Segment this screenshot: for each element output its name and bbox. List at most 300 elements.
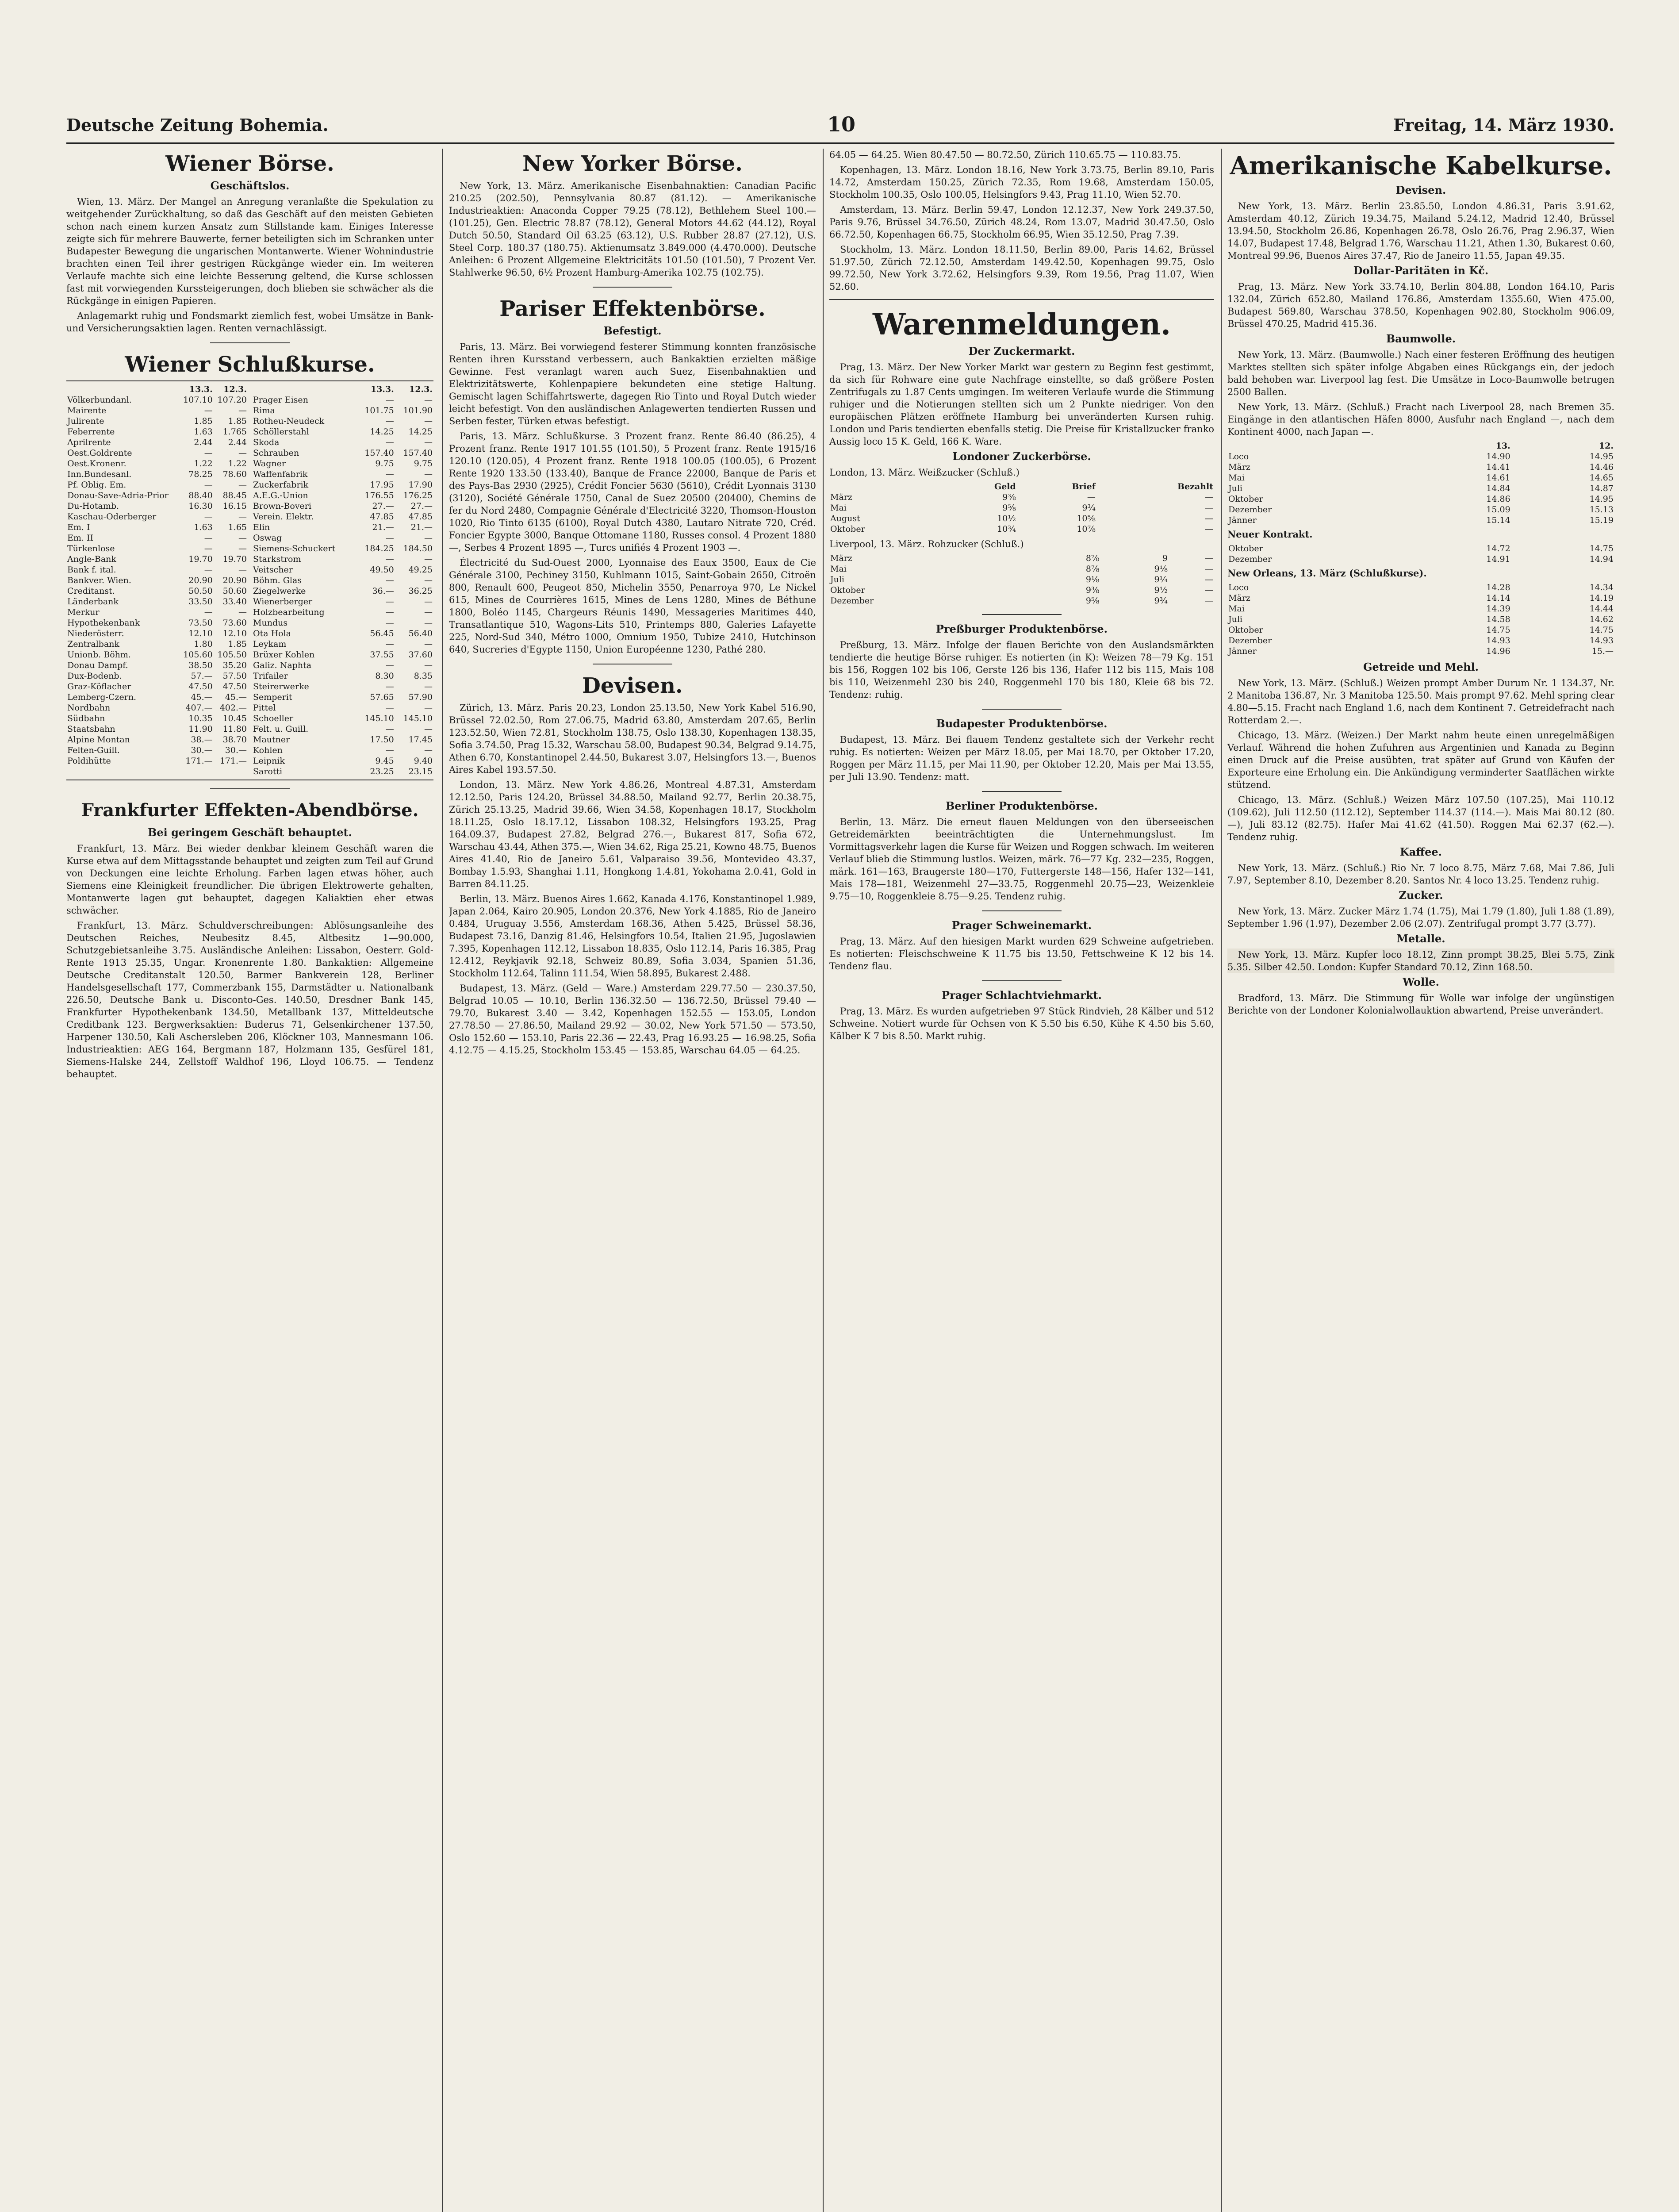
table-row: [1227, 625, 1614, 635]
row-value: —: [204, 565, 213, 575]
row-value: —: [424, 416, 433, 426]
row-value: 14.39: [1486, 604, 1510, 614]
header-rule: [66, 142, 1614, 144]
row-value: —: [385, 438, 394, 447]
row-label: Feberrente: [67, 427, 115, 437]
row-value: 15.13: [1589, 505, 1614, 515]
row-label: Zentralbank: [67, 639, 120, 649]
table-row: [252, 522, 433, 533]
row-value: 88.45: [222, 491, 247, 500]
zuckermarkt-text: Prag, 13. März. Der New Yorker Markt war gestern zu Beginn fest gestimmt, da sich für Rohware eine gute Nachfrage einstellte, so daß größere Posten Zentrifugals zu 1.87 Cents umgingen. Im weiteren Verlaufe wurde die Stimmung ruhiger und die Notierungen stellten sich um 2 Punkte niedriger. Von den europäischen Plätzen eröffnete Hamburg bei unveränderten Kursen ruhig. London und Paris tendierten ebenfalls stetig. Die Preise für Kristallzucker franko Aussig loco 15 K. Geld, 166 K. Ware.: [829, 362, 1214, 447]
row-label: Ziegelwerke: [253, 586, 306, 596]
wolle-text: Bradford, 13. März. Die Stimmung für Wolle war infolge der ungünstigen Berichte von der Londoner Kolonialwollauktion abwartend, Preise unverändert.: [1227, 993, 1614, 1016]
row-value: 14.44: [1589, 604, 1614, 614]
row-value: 14.75: [1589, 544, 1614, 553]
row-value: —: [1205, 553, 1213, 563]
neuer-kontrakt-label: Neuer Kontrakt.: [1227, 529, 1313, 540]
table-header: 12.3.: [223, 384, 247, 394]
divider: [982, 980, 1062, 981]
row-value: 15.09: [1486, 505, 1510, 515]
row-value: 56.45: [370, 629, 394, 638]
row-value: 9¾: [1154, 596, 1168, 606]
table-row: [66, 426, 248, 437]
row-label: Oktober: [1228, 544, 1263, 553]
row-label: Leipnik: [253, 756, 285, 766]
table-row: [66, 756, 248, 766]
table-row: [1227, 472, 1614, 483]
row-value: 23.15: [408, 767, 433, 776]
row-label: Niederösterr.: [67, 629, 124, 638]
schweinemarkt-title: Prager Schweinemarkt.: [951, 919, 1092, 932]
getreide-text: New York, 13. März. (Schluß.) Weizen prompt Amber Durum Nr. 1 134.37, Nr. 2 Manitoba 136.87, Nr. 3 Manitoba 125.50. Mais prompt 97.62. Mehl spring clear 4.80—5.15. Fracht nach England 1.6, nach dem Kontinent 7. Getreidefracht nach Rotterdam 2.—.: [1227, 678, 1614, 726]
devisen-text-2: London, 13. März. New York 4.86.26, Montreal 4.87.31, Amsterdam 12.12.50, Paris 124.20, Brüssel 34.88.50, Mailand 92.77, Berlin 20.38.75, Zürich 25.13.25, Madrid 39.66, Wien 34.58, Kopenhagen 18.17, Stockholm 18.11.25, Oslo 18.17.12, Lissabon 108.32, Helsingfors 193.25, Prag 164.09.37, Budapest 27.82, Belgrad 276.—, Bukarest 817, Sofia 672, Warschau 43.44, Athen 375.—, Wien 34.62, Riga 25.21, Kowno 48.75, Buenos Aires 41.40, Rio de Janeiro 5.61, Valparaiso 39.56, Montevideo 43.37, Bombay 1.5.93, Shanghai 1.11, Hongkong 1.4.81, Yokohama 2.0.41, Gold in Barren 84.11.25.: [449, 780, 816, 889]
row-label: Staatsbahn: [67, 724, 115, 734]
row-value: —: [424, 395, 433, 405]
table-row: [252, 660, 433, 671]
table-row: [252, 405, 433, 416]
row-value: 101.75: [364, 406, 394, 415]
row-label: Jänner: [1228, 515, 1257, 525]
kabel-devisen-text: New York, 13. März. Berlin 23.85.50, London 4.86.31, Paris 3.91.62, Amsterdam 40.12, Zürich 19.34.75, Mailand 5.24.12, Madrid 12.40, Brüssel 13.94.50, Stockholm 26.86, Kopenhagen 26.78, Oslo 26.76, Prag 2.96.37, Wien 14.07, Budapest 17.48, Belgrad 1.76, Warschau 11.21, Athen 1.30, Bukarest 0.60, Montreal 99.96, Buenos Aires 37.47, Rio de Janeiro 11.55, Japan 49.35.: [1227, 201, 1614, 261]
row-value: 47.50: [222, 682, 247, 691]
row-value: 10½: [997, 514, 1016, 523]
row-label: Du-Hotamb.: [67, 501, 119, 511]
row-value: 14.14: [1486, 593, 1510, 603]
row-value: 10⅝: [1077, 514, 1096, 523]
table-row: [252, 724, 433, 734]
pressburger-title: Preßburger Produktenbörse.: [935, 622, 1108, 635]
table-row: [252, 596, 433, 607]
row-label: Alpine Montan: [67, 735, 130, 745]
table-row: [66, 607, 248, 618]
table-row: [252, 692, 433, 703]
zucker-subtitle: Zucker.: [1399, 889, 1443, 902]
table-row: [252, 426, 433, 437]
row-value: 57.50: [222, 671, 247, 681]
row-value: 9⅛: [1085, 575, 1100, 584]
table-row: [66, 533, 248, 543]
row-label: März: [1228, 593, 1250, 603]
row-value: 33.40: [222, 597, 247, 607]
row-value: 14.91: [1486, 554, 1510, 564]
table-row: [66, 713, 248, 724]
table-row: [66, 480, 248, 490]
row-value: 10.35: [188, 714, 213, 723]
dollar-paritaeten-subtitle: Dollar-Paritäten in Kč.: [1353, 264, 1489, 277]
row-value: —: [1205, 524, 1213, 534]
devisen-text-3: Berlin, 13. März. Buenos Aires 1.662, Kanada 4.176, Konstantinopel 1.989, Japan 2.064, Kairo 20.905, London 20.376, New York 4.1885, Rio de Janeiro 0.484, Uruguay 3.556, Amsterdam 168.36, Athen 5.425, Brüssel 58.36, Budapest 73.16, Danzig 81.46, Helsingfors 10.54, Italien 21.95, Jugoslawien 7.395, Kopenhagen 112.12, Lissabon 18.835, Oslo 112.14, Paris 16.385, Prag 12.412, Reykjavik 92.18, Schweiz 80.89, Sofia 3.034, Spanien 51.36, Stockholm 112.64, Talinn 111.54, Wien 58.895, Bukarest 2.488.: [449, 894, 816, 979]
row-value: 14.28: [1486, 583, 1510, 592]
row-value: 407.—: [185, 703, 213, 713]
table-row: [66, 724, 248, 734]
row-label: Schoeller: [253, 714, 294, 723]
row-value: —: [1205, 596, 1213, 606]
row-value: 14.86: [1486, 494, 1510, 504]
row-label: Galiz. Naphta: [253, 661, 312, 670]
table-header: 13.3.: [370, 384, 394, 394]
row-value: —: [385, 576, 394, 585]
row-value: 78.25: [188, 469, 213, 479]
table-row: [252, 649, 433, 660]
row-value: 30.—: [225, 745, 247, 755]
pariser-subtitle: Befestigt.: [603, 324, 662, 337]
row-value: 20.90: [222, 576, 247, 585]
table-row: [252, 586, 433, 596]
table-row: [252, 565, 433, 575]
new-yorker-boerse-text: New York, 13. März. Amerikanische Eisenbahnaktien: Canadian Pacific 210.25 (202.50), Pennsylvania 80.87 (81.12). — Amerikanische Industrieaktien: Anaconda Copper 79.25 (78.12), Bethlehem Steel 100.— (101.25), Gen. Electric 78.87 (78.12), General Motors 44.62 (44.12), Royal Dutch 50.50, Standard Oil 63.25 (63.12), U.S. Rubber 28.87 (27.12), U.S. Steel Corp. 180.37 (180.75). Aktienumsatz 3.849.000 (4.470.000). Deutsche Anleihen: 6 Prozent Allgemeine Elektricitäts 101.50 (101.50), 7 Prozent Ver. Stahlwerke 96.50, 6½ Prozent Hamburg-Amerika 102.75 (102.75).: [449, 180, 816, 278]
table-row: [252, 639, 433, 649]
table-row: [1227, 451, 1614, 462]
row-value: —: [385, 745, 394, 755]
table-row: [252, 734, 433, 745]
row-label: Dezember: [830, 596, 874, 606]
row-label: Böhm. Glas: [253, 576, 302, 585]
row-value: 184.25: [364, 544, 394, 553]
row-value: 105.50: [217, 650, 247, 660]
devisen-text-4: Budapest, 13. März. (Geld — Ware.) Amsterdam 229.77.50 — 230.37.50, Belgrad 10.05 — 10.10, Berlin 136.32.50 — 136.72.50, Brüssel 79.40 — 79.70, Bukarest 3.40 — 3.42, Kopenhagen 152.55 — 153.05, London 27.78.50 — 27.86.50, Mailand 29.92 — 30.02, New York 571.50 — 573.50, Oslo 152.60 — 153.10, Paris 22.36 — 22.43, Prag 16.93.25 — 16.98.25, Sofia 4.12.75 — 4.15.25, Stockholm 153.45 — 153.85, Warschau 64.05 — 64.25.: [449, 983, 816, 1056]
table-row: [252, 745, 433, 756]
row-value: 38.50: [188, 661, 213, 670]
table-row: [1227, 543, 1614, 554]
row-value: 17.50: [370, 735, 394, 745]
row-value: 14.41: [1486, 462, 1510, 472]
table-row: [252, 703, 433, 713]
row-value: 8⅞: [1085, 553, 1100, 563]
row-value: —: [1205, 514, 1213, 523]
divider: [829, 299, 1214, 300]
row-value: —: [238, 607, 247, 617]
table-row: [252, 458, 433, 469]
row-value: —: [424, 682, 433, 691]
table-row: [66, 660, 248, 671]
table-header: 12.: [1598, 441, 1614, 451]
devisen-subtitle: Devisen.: [1395, 184, 1446, 196]
row-value: —: [385, 395, 394, 405]
row-value: 88.40: [188, 491, 213, 500]
table-row: [1227, 483, 1614, 494]
table-row: [252, 543, 433, 554]
row-value: —: [424, 576, 433, 585]
londoner-zucker-text: London, 13. März. Weißzucker (Schluß.): [829, 467, 1020, 478]
row-value: —: [238, 480, 247, 490]
london-sugar-table: [829, 481, 1214, 534]
table-row: [66, 575, 248, 586]
row-label: Creditanst.: [67, 586, 115, 596]
row-label: Oktober: [1228, 494, 1263, 504]
row-value: 10.45: [222, 714, 247, 723]
table-row: [829, 524, 1214, 534]
row-value: 8.30: [375, 671, 394, 681]
row-label: Starkstrom: [253, 554, 301, 564]
table-row: [1227, 603, 1614, 614]
kabelkurse-title: Amerikanische Kabelkurse.: [1230, 151, 1612, 180]
row-value: —: [424, 639, 433, 649]
table-row: [252, 607, 433, 618]
row-value: —: [424, 618, 433, 628]
row-value: 14.96: [1486, 646, 1510, 656]
row-value: —: [204, 533, 213, 543]
table-row: [66, 745, 248, 756]
row-value: —: [424, 607, 433, 617]
row-value: 14.94: [1589, 554, 1614, 564]
row-value: 145.10: [403, 714, 433, 723]
row-value: 23.25: [370, 767, 394, 776]
row-label: Wienerberger: [253, 597, 313, 607]
row-value: 19.70: [188, 554, 213, 564]
table-row: [66, 649, 248, 660]
row-label: Dezember: [1228, 554, 1272, 564]
row-value: 14.84: [1486, 484, 1510, 493]
row-label: Inn.Bundesanl.: [67, 469, 132, 479]
row-label: Donau Dampf.: [67, 661, 128, 670]
row-label: Kaschau-Oderberger: [67, 512, 157, 522]
table-row: [66, 490, 248, 501]
row-value: —: [424, 533, 433, 543]
row-value: —: [424, 469, 433, 479]
table-row: [66, 416, 248, 426]
row-value: 1.65: [228, 522, 247, 532]
row-value: —: [1205, 585, 1213, 595]
table-row: [252, 766, 433, 777]
table-row: [1227, 646, 1614, 657]
table-row: [252, 490, 433, 501]
row-value: 73.50: [188, 618, 213, 628]
baumwolle-no-table: [1227, 582, 1614, 657]
row-value: 14.93: [1486, 636, 1510, 645]
row-value: 107.20: [217, 395, 247, 405]
row-value: 14.93: [1589, 636, 1614, 645]
row-label: Em. I: [67, 522, 90, 532]
table-row: [66, 511, 248, 522]
table-row: [252, 671, 433, 681]
row-value: 9⅝: [1085, 596, 1100, 606]
liverpool-title: Liverpool, 13. März. Rohzucker (Schluß.): [829, 539, 1024, 549]
row-value: 14.75: [1486, 625, 1510, 635]
divider: [982, 910, 1062, 911]
row-value: 14.75: [1589, 625, 1614, 635]
row-value: 14.62: [1589, 614, 1614, 624]
row-value: 16.15: [222, 501, 247, 511]
row-value: —: [424, 724, 433, 734]
table-row: [252, 756, 433, 766]
row-label: Brown-Boveri: [253, 501, 311, 511]
table-row: [252, 437, 433, 448]
divider: [593, 287, 672, 288]
table-row: [252, 575, 433, 586]
row-value: 14.25: [408, 427, 433, 437]
row-value: 21.—: [410, 522, 433, 532]
table-row: [66, 618, 248, 628]
londoner-zucker-title: Londoner Zuckerbörse.: [952, 450, 1091, 463]
row-value: 15.14: [1486, 515, 1510, 525]
column-1: [66, 149, 433, 2212]
row-value: 8.35: [414, 671, 433, 681]
row-value: 184.50: [403, 544, 433, 553]
table-row: [829, 585, 1214, 595]
row-label: Völkerbundanl.: [67, 395, 132, 405]
row-value: 14.25: [370, 427, 394, 437]
row-value: 57.90: [408, 692, 433, 702]
table-row: [66, 565, 248, 575]
wiener-schlusskurse-title: Wiener Schlußkurse.: [125, 352, 375, 377]
row-value: 171.—: [185, 756, 213, 766]
row-label: Graz-Köflacher: [67, 682, 131, 691]
table-row: [829, 492, 1214, 503]
row-value: 57.—: [191, 671, 213, 681]
row-value: 9⅜: [1002, 492, 1016, 502]
row-value: —: [385, 469, 394, 479]
row-label: März: [830, 553, 852, 563]
budapester-title: Budapester Produktenbörse.: [936, 717, 1108, 730]
row-value: —: [385, 554, 394, 564]
row-value: 47.85: [408, 512, 433, 522]
schlusskurse-right-table: [252, 384, 433, 777]
row-label: Oest.Kronenr.: [67, 459, 126, 469]
row-label: Juli: [1228, 614, 1243, 624]
baumwolle-text: New York, 13. März. (Baumwolle.) Nach einer festeren Eröffnung des heutigen Marktes stellten sich später infolge Abgaben eines Rückgangs ein, der jedoch bald behoben war. Liverpool lag fest. Die Umsätze in Loco-Baumwolle betrugen 2500 Ballen.: [1227, 349, 1614, 397]
row-label: Mai: [1228, 473, 1245, 483]
row-value: 38.—: [191, 735, 213, 745]
row-value: —: [424, 745, 433, 755]
row-value: 14.90: [1486, 452, 1510, 461]
table-row: [252, 501, 433, 511]
paper-name: Deutsche Zeitung Bohemia.: [66, 115, 329, 135]
row-label: Mautner: [253, 735, 290, 745]
row-value: 10¾: [997, 524, 1016, 534]
table-header: Bezahlt: [1177, 482, 1213, 492]
table-row: [66, 586, 248, 596]
row-value: 9.75: [414, 459, 433, 469]
column-3: [829, 149, 1214, 2212]
row-value: 15.—: [1591, 646, 1614, 656]
row-label: Lemberg-Czern.: [67, 692, 137, 702]
row-value: 36.25: [408, 586, 433, 596]
row-value: 11.90: [188, 724, 213, 734]
row-value: 73.60: [222, 618, 247, 628]
row-label: Oktober: [830, 585, 865, 595]
table-row: [252, 511, 433, 522]
divider: [210, 342, 290, 343]
row-value: 402.—: [219, 703, 247, 713]
row-value: —: [238, 448, 247, 458]
row-value: 14.34: [1589, 583, 1614, 592]
table-row: [252, 480, 433, 490]
row-value: 47.50: [188, 682, 213, 691]
table-row: [1227, 593, 1614, 603]
table-row: [252, 448, 433, 458]
row-value: —: [385, 724, 394, 734]
row-label: Brüxer Kohlen: [253, 650, 315, 660]
row-value: 105.60: [183, 650, 213, 660]
schweinemarkt-text: Prag, 13. März. Auf den hiesigen Markt wurden 629 Schweine aufgetrieben. Es notierten: Fleischschweine K 11.75 bis 13.50, Fettschweine K 12 bis 14. Tendenz flau.: [829, 936, 1214, 972]
devisen-continued: 64.05 — 64.25. Wien 80.47.50 — 80.72.50, Zürich 110.65.75 — 110.83.75.: [829, 150, 1181, 160]
row-label: Oktober: [830, 524, 865, 534]
row-label: Dezember: [1228, 636, 1272, 645]
row-value: 12.10: [222, 629, 247, 638]
wiener-boerse-text-2: Anlagemarkt ruhig und Fondsmarkt ziemlich fest, wobei Umsätze in Bank- und Versicherungsaktien lagen. Renten vernachlässigt.: [66, 311, 433, 334]
row-label: Em. II: [67, 533, 93, 543]
budapester-text: Budapest, 13. März. Bei flauem Tendenz gestaltete sich der Verkehr recht ruhig. Es notierten: Weizen per März 18.05, per Mai 18.70, per Oktober 17.20, Roggen per März 11.15, per Mai 11.90, per Oktober 12.20, Mais per Mai 13.55, per Juli 13.90. Tendenz: matt.: [829, 734, 1214, 782]
row-label: Siemens-Schuckert: [253, 544, 336, 553]
table-row: [1227, 462, 1614, 472]
issue-date: Freitag, 14. März 1930.: [1393, 115, 1614, 135]
row-label: Nordbahn: [67, 703, 111, 713]
table-row: [1227, 494, 1614, 504]
row-value: 1.63: [194, 522, 213, 532]
row-label: Verein. Elektr.: [253, 512, 314, 522]
table-row: [66, 543, 248, 554]
row-value: 9⅝: [1002, 503, 1016, 513]
table-header: Brief: [1072, 482, 1096, 492]
row-label: Schöllerstahl: [253, 427, 309, 437]
row-label: Mai: [830, 503, 847, 513]
row-value: 17.90: [408, 480, 433, 490]
frankfurter-text-2: Frankfurt, 13. März. Schuldverschreibungen: Ablösungsanleihe des Deutschen Reiches, Neubesitz 8.45, Altbesitz 1—90.000, Schutzgebietsanleihe 3.75. Ausländische Anleihen: Lissabon, Oesterr. Gold-Rente 1913 25.35, Ungar. Kronenrente 1.80. Bankaktien: Allgemeine Deutsche Creditanstalt 120.50, Barmer Bankverein 128, Berliner Handelsgesellschaft 177, Commerzbank 155, Darmstädter u. Nationalbank 226.50, Deutsche Bank u. Disconto-Ges. 140.50, Dresdner Bank 145, Frankfurter Hypothekenbank 134.50, Metallbank 137, Mitteldeutsche Creditbank 123. Bergwerksaktien: Buderus 71, Gelsenkirchener 137.50, Harpener 130.50, Kali Aschersleben 206, Klöckner 103, Mannesmann 106. Industrieaktien: AEG 164, Bergmann 187, Holzmann 135, Gesfürel 181, Siemens-Halske 244, Zellstoff Waldhof 196, Lloyd 106.75. — Tendenz behauptet.: [66, 920, 433, 1079]
devisen-text: Zürich, 13. März. Paris 20.23, London 25.13.50, New York Kabel 516.90, Brüssel 72.02.50, Rom 27.06.75, Madrid 63.80, Amsterdam 207.65, Berlin 123.52.50, Wien 72.81, Stockholm 138.75, Oslo 138.30, Kopenhagen 138.35, Sofia 3.74.50, Prag 15.32, Warschau 58.00, Budapest 90.34, Belgrad 9.14.75, Athen 6.70, Konstantinopel 2.44.50, Bukarest 3.07, Helsingfors 13.—, Buenos Aires Kabel 193.57.50.: [449, 703, 816, 775]
row-label: Veitscher: [253, 565, 293, 575]
table-row: [66, 448, 248, 458]
row-value: 176.25: [403, 491, 433, 500]
row-value: —: [204, 406, 213, 415]
table-row: [252, 395, 433, 405]
baumwolle-text-2: New York, 13. März. (Schluß.) Fracht nach Liverpool 28, nach Bremen 35. Eingänge in den atlantischen Häfen 8000, Ausfuhr nach England —, nach dem Kontinent 4000, nach Japan —.: [1227, 402, 1614, 437]
row-value: 176.55: [364, 491, 394, 500]
row-value: 1.765: [222, 427, 247, 437]
row-label: Waffenfabrik: [253, 469, 308, 479]
row-label: März: [1228, 462, 1250, 472]
row-value: 9.40: [414, 756, 433, 766]
row-value: 9: [1162, 553, 1168, 563]
row-value: —: [204, 448, 213, 458]
page-header: [66, 112, 1614, 142]
row-value: 14.95: [1589, 494, 1614, 504]
row-value: 38.70: [222, 735, 247, 745]
zucker-text: New York, 13. März. Zucker März 1.74 (1.75), Mai 1.79 (1.80), Juli 1.88 (1.89), September 1.96 (1.97), Dezember 2.06 (2.07). Zentrifugal prompt 3.77 (3.77).: [1227, 906, 1614, 929]
row-value: —: [238, 565, 247, 575]
row-label: Leykam: [253, 639, 287, 649]
row-value: 78.60: [222, 469, 247, 479]
row-value: 16.30: [188, 501, 213, 511]
row-value: 19.70: [222, 554, 247, 564]
row-value: —: [424, 554, 433, 564]
row-label: Juli: [830, 575, 845, 584]
row-label: Angle-Bank: [67, 554, 116, 564]
row-value: —: [1205, 564, 1213, 574]
zuckermarkt-title: Der Zuckermarkt.: [968, 345, 1075, 357]
schlachtviehmarkt-title: Prager Schlachtviehmarkt.: [942, 989, 1102, 1002]
table-row: [66, 734, 248, 745]
table-row: [66, 405, 248, 416]
row-label: Schrauben: [253, 448, 299, 458]
kaffee-text: New York, 13. März. (Schluß.) Rio Nr. 7 loco 8.75, März 7.68, Mai 7.86, Juli 7.97, September 8.10, Dezember 8.20. Santos Nr. 4 loco 13.25. Tendenz ruhig.: [1227, 863, 1614, 886]
row-value: 1.85: [228, 416, 247, 426]
row-value: 157.40: [364, 448, 394, 458]
metalle-text: New York, 13. März. Kupfer loco 18.12, Zinn prompt 38.25, Blei 5.75, Zink 5.35. Silber 42.50. London: Kupfer Standard 70.12, Zinn 168.50.: [1227, 949, 1614, 972]
wolle-subtitle: Wolle.: [1403, 975, 1439, 988]
row-value: 50.50: [188, 586, 213, 596]
baumwolle-subtitle: Baumwolle.: [1386, 332, 1456, 345]
table-row: [66, 681, 248, 692]
row-label: Südbahn: [67, 714, 105, 723]
kaffee-subtitle: Kaffee.: [1399, 845, 1442, 858]
row-value: 50.60: [222, 586, 247, 596]
row-label: Merkur: [67, 607, 100, 617]
frankfurter-subtitle: Bei geringem Geschäft behauptet.: [148, 826, 352, 839]
row-label: Julirente: [67, 416, 104, 426]
table-row: [66, 671, 248, 681]
row-value: 11.80: [222, 724, 247, 734]
kopenhagen-text: Kopenhagen, 13. März. London 18.16, New York 3.73.75, Berlin 89.10, Paris 14.72, Amsterdam 150.25, Zürich 72.35, Rom 19.68, Amsterdam 150.05, Stockholm 100.35, Oslo 100.05, Helsingfors 9.43, Prag 11.10, Wien 52.70.: [829, 165, 1214, 200]
